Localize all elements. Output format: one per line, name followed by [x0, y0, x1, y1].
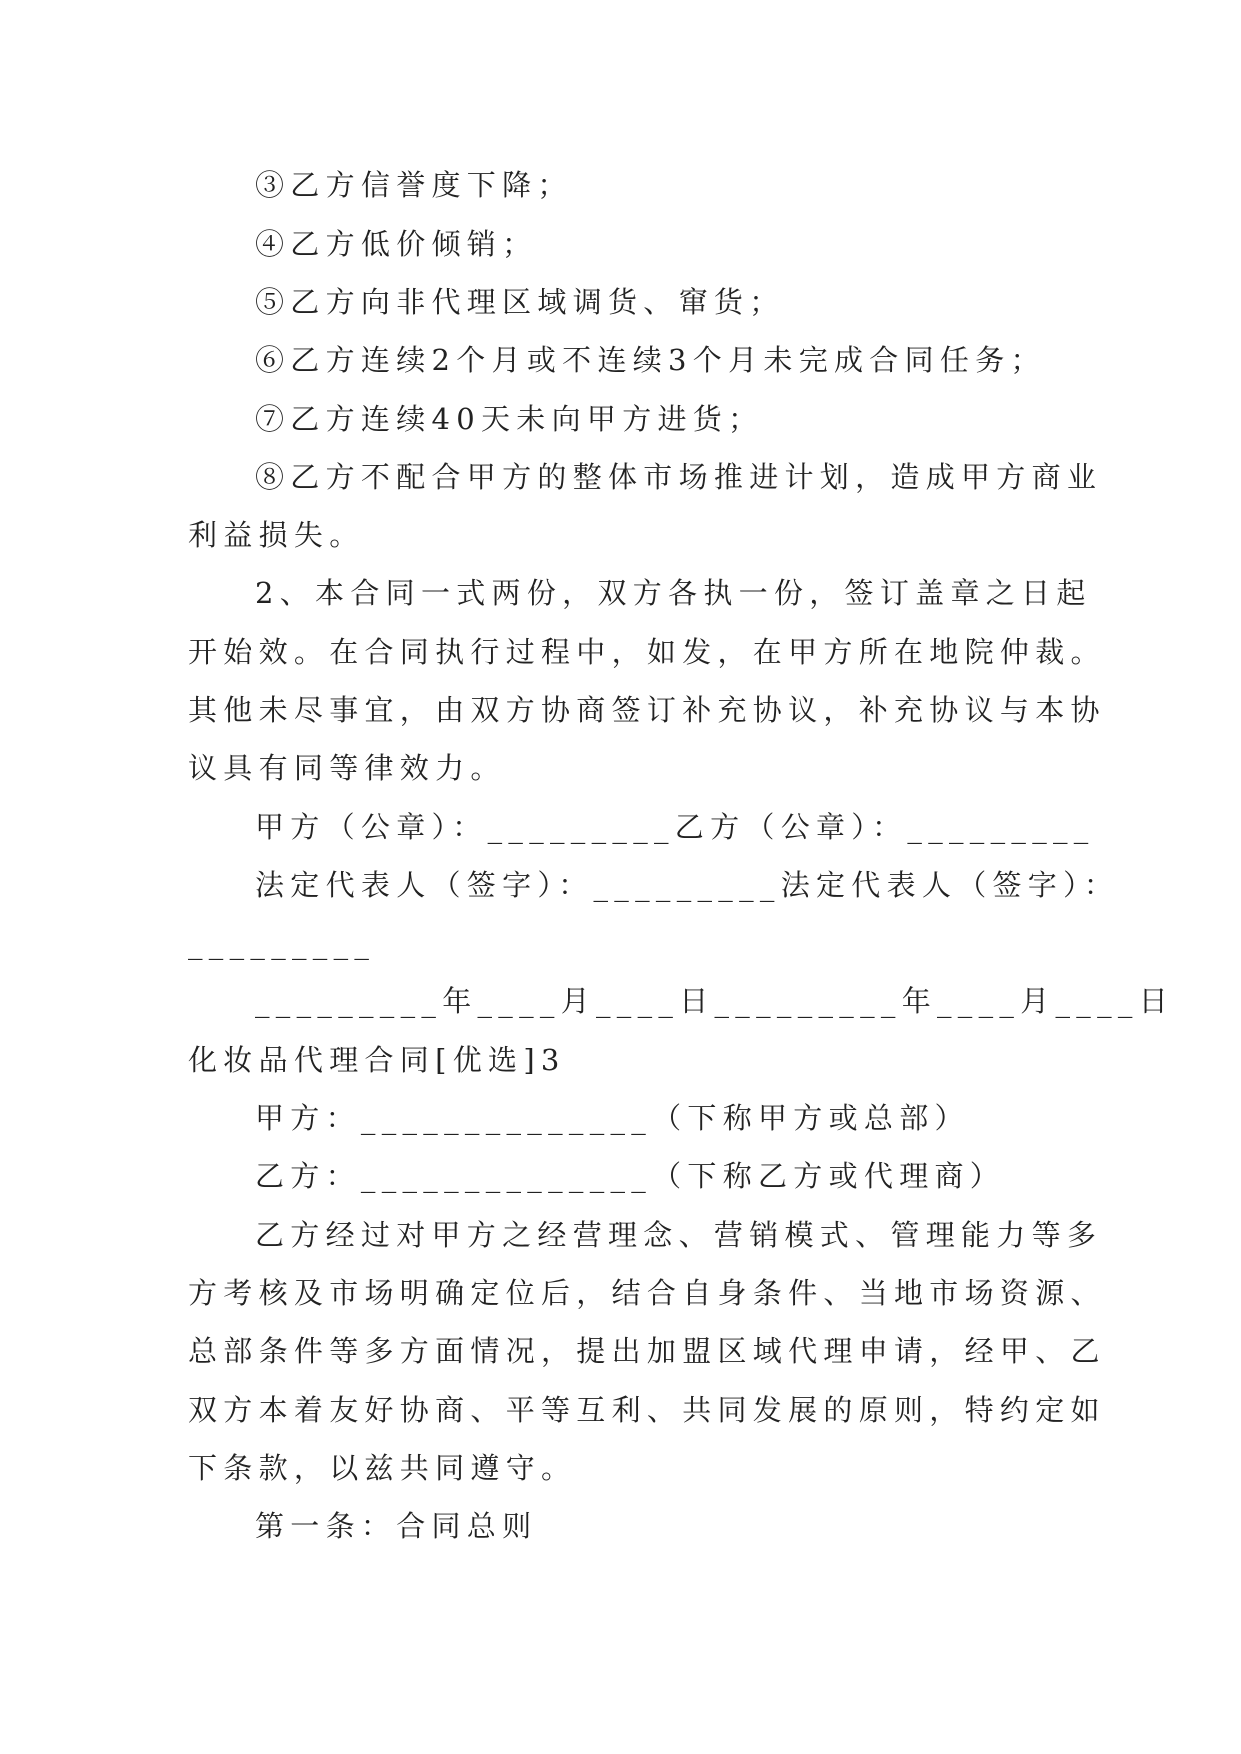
paragraph-line: 总部条件等多方面情况，提出加盟区域代理申请，经甲、乙	[188, 1334, 1106, 1368]
article-heading: 第一条：合同总则	[255, 1509, 538, 1543]
clause-item-3: ③乙方信誉度下降；	[255, 168, 573, 202]
seal-line: 甲方（公章）：_________乙方（公章）：_________	[255, 810, 1095, 844]
clause-item-5: ⑤乙方向非代理区域调货、窜货；	[255, 285, 785, 319]
clause-item-4: ④乙方低价倾销；	[255, 227, 538, 261]
date-line: _________年____月____日_________年____月____日	[255, 984, 1174, 1018]
paragraph-line: 2、本合同一式两份，双方各执一份，签订盖章之日起	[255, 576, 1092, 610]
paragraph-line: 方考核及市场明确定位后，结合自身条件、当地市场资源、	[188, 1276, 1106, 1310]
party-a-line: 甲方：______________（下称甲方或总部）	[255, 1101, 970, 1135]
paragraph-line: 双方本着友好协商、平等互利、共同发展的原则，特约定如	[188, 1393, 1106, 1427]
clause-item-8-continued: 利益损失。	[188, 518, 365, 552]
section-title: 化妆品代理合同[优选]3	[188, 1043, 566, 1077]
paragraph-line: 议具有同等律效力。	[188, 751, 506, 785]
clause-item-8: ⑧乙方不配合甲方的整体市场推进计划，造成甲方商业	[255, 460, 1103, 494]
signature-line: 法定代表人（签字）：_________法定代表人（签字）：	[255, 868, 1120, 902]
paragraph-line: 开始效。在合同执行过程中，如发，在甲方所在地院仲裁。	[188, 635, 1106, 669]
paragraph-line: 下条款，以兹共同遵守。	[188, 1451, 577, 1485]
clause-item-6: ⑥乙方连续2个月或不连续3个月未完成合同任务；	[255, 343, 1046, 377]
party-b-line: 乙方：______________（下称乙方或代理商）	[255, 1159, 1006, 1193]
clause-item-7: ⑦乙方连续40天未向甲方进货；	[255, 402, 764, 436]
paragraph-line: 其他未尽事宜，由双方协商签订补充协议，补充协议与本协	[188, 693, 1106, 727]
paragraph-line: 乙方经过对甲方之经营理念、营销模式、管理能力等多	[255, 1218, 1103, 1252]
signature-blank: _________	[188, 926, 376, 960]
